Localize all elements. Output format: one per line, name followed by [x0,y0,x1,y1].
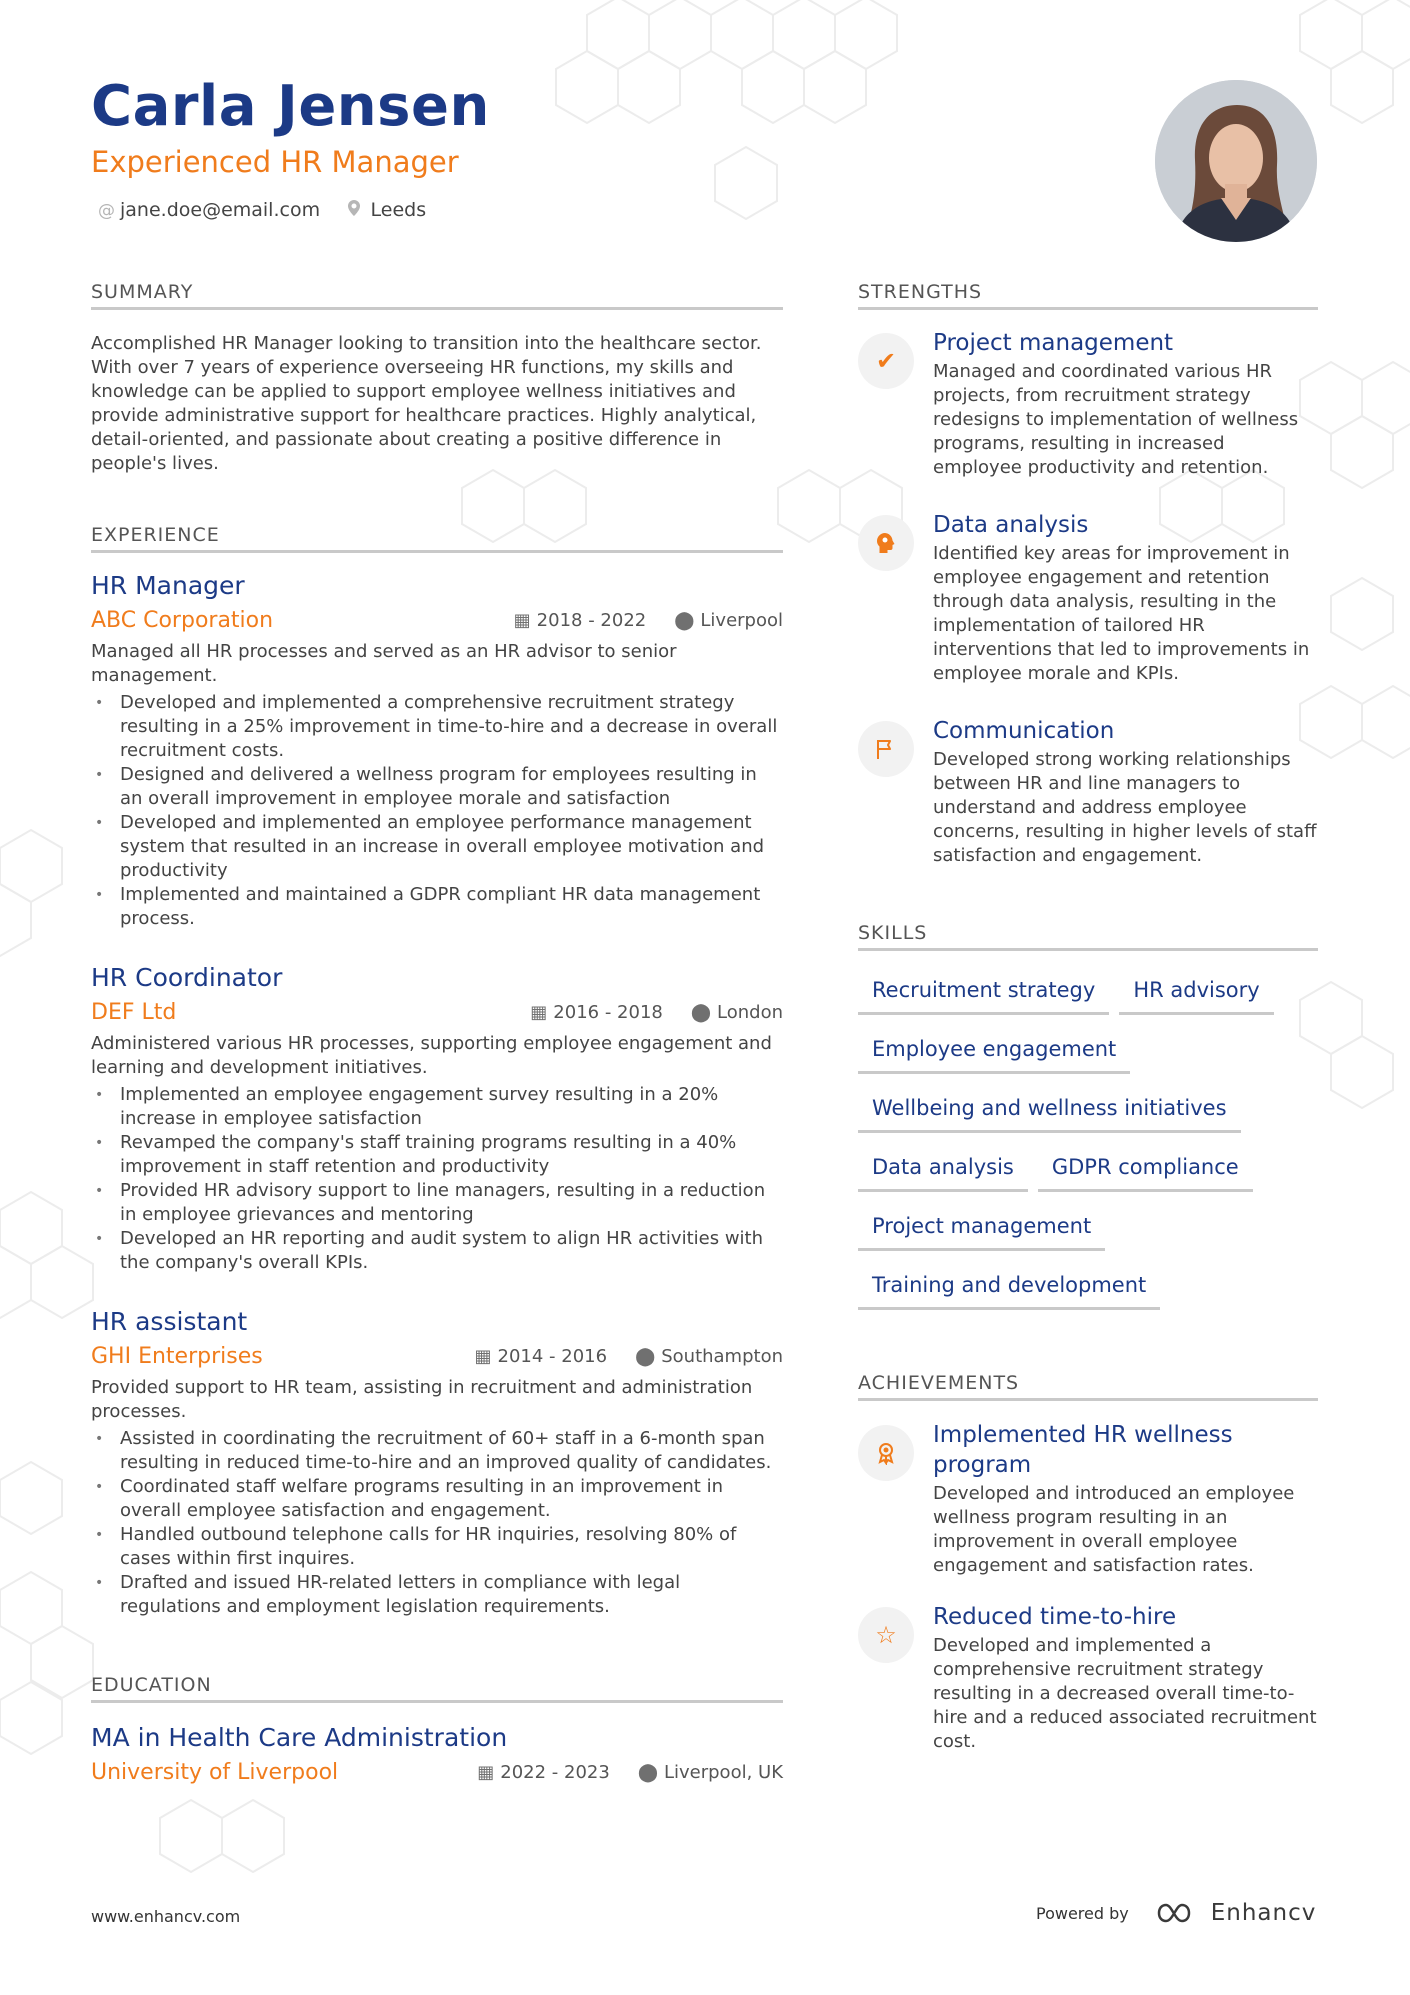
skill-tag: GDPR compliance [1038,1147,1253,1192]
summary-heading: SUMMARY [91,281,783,310]
job-bullet: • Provided HR advisory support to line managers, resulting in a reduction in employee grievances and mentoring [91,1179,783,1227]
strength-item [858,716,1318,868]
education-heading: EDUCATION [91,1674,783,1703]
experience-entry [91,570,783,931]
skill-tag: Employee engagement [858,1029,1130,1074]
skill-tag: Data analysis [858,1147,1028,1192]
school: University of Liverpool [91,1759,339,1785]
strength-title: Data analysis [933,512,1089,538]
job-bullet: • Drafted and issued HR-related letters in compliance with legal regulations and employment legislation requirements. [91,1571,783,1619]
job-company: DEF Ltd [91,999,177,1025]
calendar-icon: ▦ [513,609,531,631]
email-contact[interactable] [98,199,320,221]
achievement-title: Implemented HR wellness program [933,1422,1233,1478]
strength-description: Managed and coordinated various HR projects, from recruitment strategy redesigns to implementation of wellness programs, resulting in increased employee productivity and retention. [933,361,1299,478]
flag-icon [858,721,914,777]
location-pin-icon: ⬤ [690,1001,712,1023]
location-pin-icon [348,201,365,221]
strengths-heading: STRENGTHS [858,281,1318,310]
job-bullet: • Developed and implemented an employee performance management system that resulted in an increase in overall employee motivation and productivity [91,811,783,883]
achievement-item [858,1420,1318,1578]
calendar-icon: ▦ [474,1345,492,1367]
job-role: HR Manager [91,571,245,600]
head-brain-icon [858,515,914,571]
job-bullets [91,691,783,931]
job-bullet: • Implemented an employee engagement survey resulting in a 20% increase in employee satisfaction [91,1083,783,1131]
achievement-description: Developed and introduced an employee wellness program resulting in an improvement in overall employee engagement and satisfaction rates. [933,1483,1295,1576]
contact-info [98,199,426,221]
skills-list [858,970,1328,1324]
job-bullet: • Revamped the company's staff training programs resulting in a 40% improvement in staff retention and productivity [91,1131,783,1179]
achievement-title: Reduced time-to-hire [933,1604,1177,1630]
job-role: HR Coordinator [91,963,283,992]
education-dates: 2022 - 2023 [500,1761,610,1783]
achievements-heading: ACHIEVEMENTS [858,1372,1318,1401]
skills-heading: SKILLS [858,922,1318,951]
location-pin-icon: ⬤ [635,1345,656,1367]
strength-item [858,328,1318,480]
profile-photo [1155,80,1317,242]
location-text: Leeds [370,199,427,221]
achievement-description: Developed and implemented a comprehensive recruitment strategy resulting in a decreased overall time-to-hire and a reduced associated recruitment cost. [933,1635,1317,1752]
location-pin-icon: ⬤ [674,609,695,631]
enhancv-logo-icon [1155,1901,1201,1925]
skill-tag: HR advisory [1119,970,1273,1015]
job-bullet: • Handled outbound telephone calls for HR inquiries, resolving 80% of cases within first inquires. [91,1523,783,1571]
job-description: Managed all HR processes and served as an HR advisor to senior management. [91,641,677,686]
footer-website[interactable]: www.enhancv.com [91,1907,241,1926]
location-pin-icon: ⬤ [637,1761,658,1783]
strength-title: Project management [933,330,1174,356]
check-icon: ✔ [858,333,914,389]
star-icon: ☆ [858,1607,914,1663]
candidate-title: Experienced HR Manager [91,145,459,179]
education-entry [91,1722,783,1790]
strength-title: Communication [933,718,1115,744]
job-dates: 2016 - 2018 [553,1001,663,1023]
strength-item [858,510,1318,686]
skill-tag: Training and development [858,1265,1160,1310]
job-bullet: • Developed and implemented a comprehensive recruitment strategy resulting in a 25% improvement in time-to-hire and a decrease in overall recruitment costs. [91,691,783,763]
job-bullet: • Implemented and maintained a GDPR compliant HR data management process. [91,883,783,931]
education-location: Liverpool, UK [663,1761,783,1783]
job-company: GHI Enterprises [91,1343,263,1369]
candidate-name: Carla Jensen [91,74,490,139]
job-bullet: • Coordinated staff welfare programs resulting in an improvement in overall employee satisfaction and engagement. [91,1475,783,1523]
at-icon: @ [98,201,115,221]
skill-tag: Recruitment strategy [858,970,1109,1015]
strength-description: Developed strong working relationships between HR and line managers to understand and address employee concerns, resulting in higher levels of staff satisfaction and engagement. [933,749,1317,866]
strength-description: Identified key areas for improvement in employee engagement and retention through data analysis, resulting in the implementation of tailored HR interventions that led to improvements in employee morale and KPIs. [933,543,1310,684]
footer-branding [1036,1900,1316,1926]
job-dates: 2018 - 2022 [536,609,647,631]
location-contact [348,199,426,221]
job-location: Liverpool [700,609,783,631]
award-icon [858,1425,914,1481]
job-bullet: • Assisted in coordinating the recruitment of 60+ staff in a 6-month span resulting in reduced time-to-hire and an improved quality of candidates. [91,1427,783,1475]
job-bullet: • Designed and delivered a wellness program for employees resulting in an overall improvement in employee morale and satisfaction [91,763,783,811]
job-location: London [717,1001,783,1023]
job-dates: 2014 - 2016 [497,1345,608,1367]
degree: MA in Health Care Administration [91,1723,508,1752]
job-company: ABC Corporation [91,607,274,633]
calendar-icon: ▦ [477,1761,495,1783]
email-text: jane.doe@email.com [120,199,321,221]
achievement-item [858,1602,1318,1754]
job-bullets [91,1427,783,1619]
skill-tag: Project management [858,1206,1105,1251]
job-role: HR assistant [91,1307,248,1336]
experience-heading: EXPERIENCE [91,524,783,553]
brand-logo[interactable] [1155,1900,1317,1926]
job-bullets [91,1083,783,1275]
calendar-icon: ▦ [530,1001,548,1023]
skill-tag: Wellbeing and wellness initiatives [858,1088,1241,1133]
experience-entry [91,962,783,1275]
job-description: Provided support to HR team, assisting in recruitment and administration processes. [91,1377,753,1422]
experience-entry [91,1306,783,1619]
brand-name: Enhancv [1210,1900,1317,1926]
job-bullet: • Developed an HR reporting and audit system to align HR activities with the company's overall KPIs. [91,1227,783,1275]
summary-text: Accomplished HR Manager looking to transition into the healthcare sector. With over 7 years of experience overseeing HR functions, my skills and knowledge can be applied to support employee wellness initiatives and provide administrative support for healthcare practices. Highly analytical, detail-oriented, and passionate about creating a positive difference in people's lives. [91,333,762,474]
job-location: Southampton [661,1345,783,1367]
job-description: Administered various HR processes, supporting employee engagement and learning and development initiatives. [91,1033,772,1078]
powered-by-label: Powered by [1036,1903,1129,1923]
